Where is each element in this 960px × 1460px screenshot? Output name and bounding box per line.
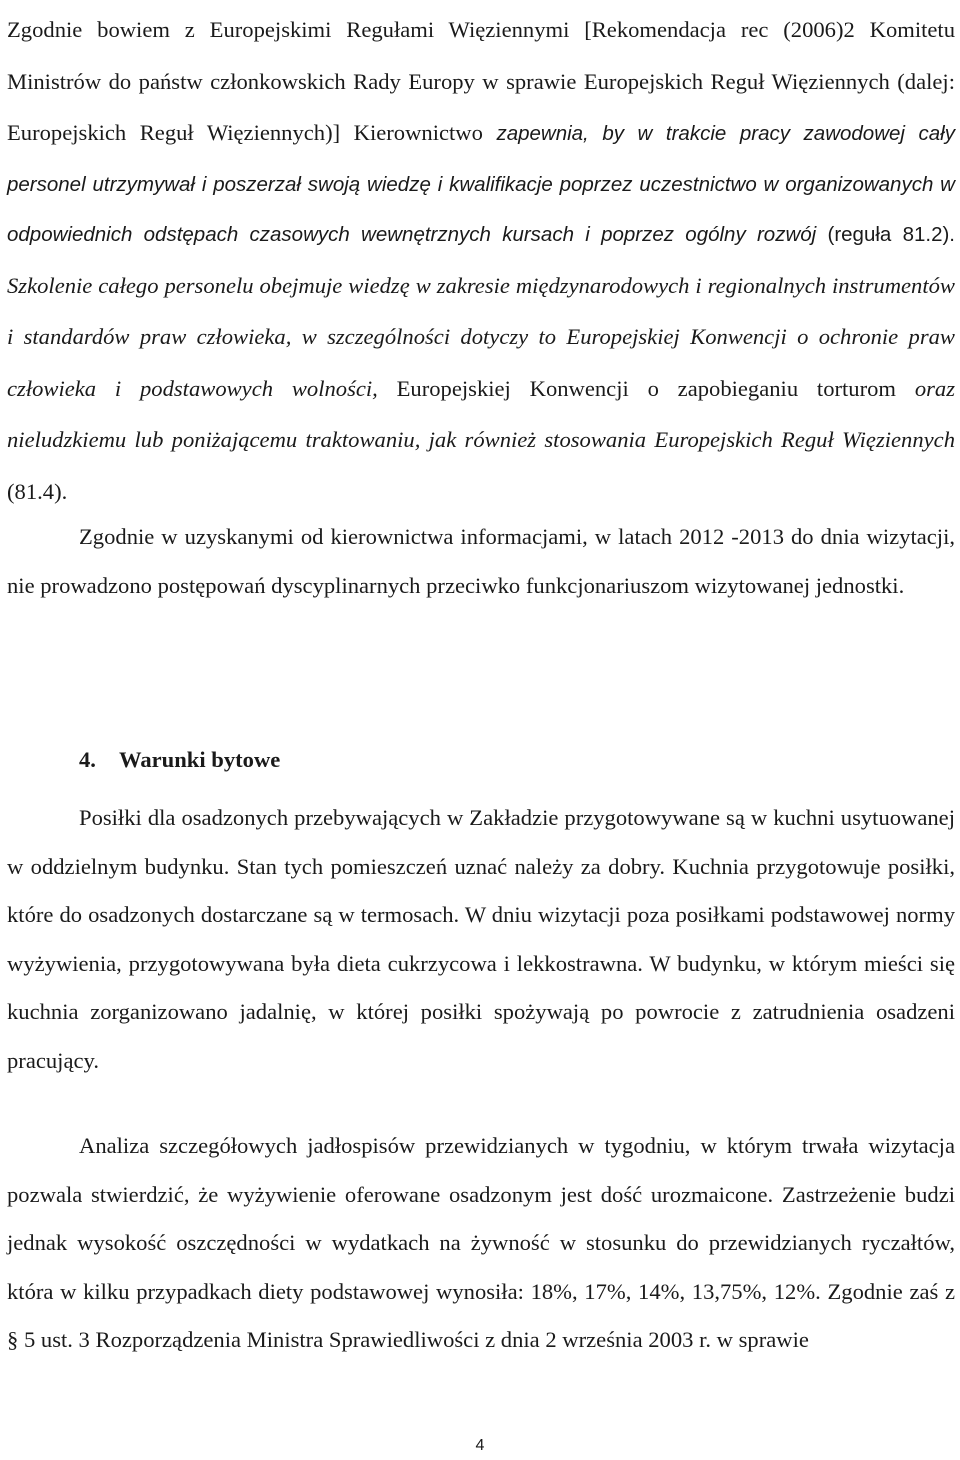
page-number: 4 — [475, 1437, 485, 1454]
paragraph-training-italic-1: zapewnia, by w trakcie pracy zawodowej cały personel utrzymywał i poszerzał swoją wiedzę i kwalifikacje poprzez uczestnictwo w organizowanych w odpowiednich odstępach czasowych wewnętrznych kursach i poprzez ogólny rozwój — [7, 122, 955, 246]
paragraph-training-italic-3: oraz nieludzkiemu lub poniżającemu traktowaniu, jak również stosowania Europejskich Reguł Więziennych — [7, 375, 955, 452]
paragraph-training — [7, 6, 955, 519]
paragraph-menu-analysis: Analiza szczegółowych jadłospisów przewidzianych w tygodniu, w którym trwała wizytacja pozwala stwierdzić, że wyżywienie oferowane osadzonym jest dość urozmaicone. Zastrzeżenie budzi jednak wysokość oszczędności w wydatkach na żywność w stosunku do przewidzianych ryczałtów, która w kilku przypadkach diety podstawowej wynosiła: 18%, 17%, 14%, 13,75%, 12%. Zgodnie zaś z § 5 ust. 3 Rozporządzenia Ministra Sprawiedliwości z dnia 2 września 2003 r. w sprawie — [7, 1133, 955, 1352]
paragraph-training-text-2: Europejskiej Konwencji o zapobieganiu torturom — [377, 375, 915, 401]
paragraph-training-rule-ref-1: (reguła 81.2). — [816, 223, 955, 246]
section-number: 4. — [79, 747, 96, 772]
section-title: Warunki bytowe — [119, 747, 281, 772]
paragraph-disciplinary: Zgodnie w uzyskanymi od kierownictwa informacjami, w latach 2012 -2013 do dnia wizytacji, nie prowadzono postępowań dyscyplinarnych przeciwko funkcjonariuszom wizytowanej jednostki. — [7, 524, 955, 598]
paragraph-meals: Posiłki dla osadzonych przebywających w Zakładzie przygotowywane są w kuchni usytuowanej w oddzielnym budynku. Stan tych pomieszczeń uznać należy za dobry. Kuchnia przygotowuje posiłki, które do osadzonych dostarczane są w termosach. W dniu wizytacji poza posiłkami podstawowej normy wyżywienia, przygotowywana była dieta cukrzycowa i lekkostrawna. W budynku, w którym mieści się kuchnia zorganizowano jadalnię, w której posiłki spożywają po powrocie z zatrudnienia osadzeni pracujący. — [7, 805, 955, 1073]
paragraph-training-rule-ref-2: (81.4). — [7, 478, 68, 504]
paragraph-training-text-1: Zgodnie bowiem z Europejskimi Regułami Więziennymi [Rekomendacja rec (2006)2 Komitetu Ministrów do państw członkowskich Rady Europy w sprawie Europejskich Reguł Więziennych (dalej: Europejskich Reguł Więziennych)] Kierownictwo — [7, 17, 955, 145]
section-heading — [79, 742, 280, 778]
paragraph-training-italic-2: Szkolenie całego personelu obejmuje wiedzę w zakresie międzynarodowych i regionalnych instrumentów i standardów praw człowieka, w szczególności dotyczy to Europejskiej Konwencji o ochronie praw człowieka i podstawowych wolności, — [7, 272, 955, 401]
